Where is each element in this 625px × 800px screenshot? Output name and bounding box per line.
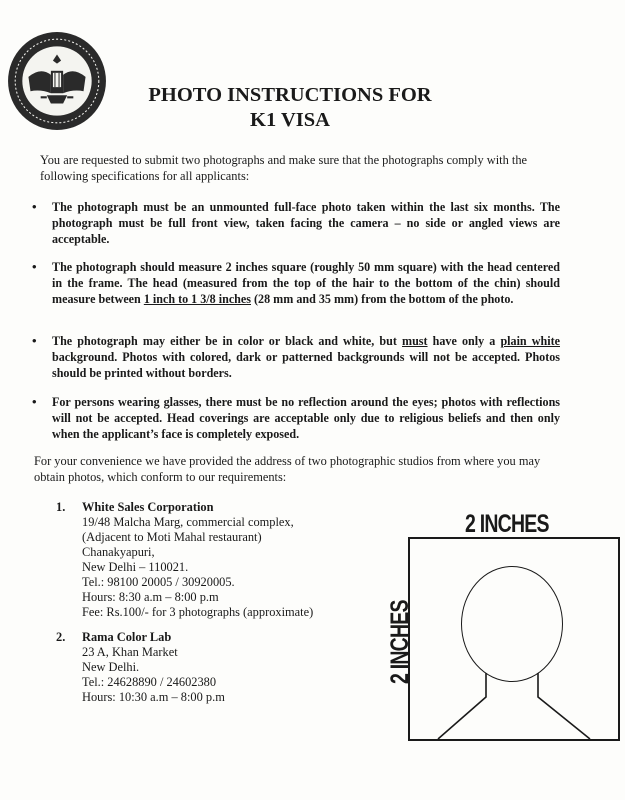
bullet-3-text-c: background. Photos with colored, dark or patterned backgrounds will not be accepted. Photos should be printed without borders.: [52, 350, 560, 380]
studio-1-line: (Adjacent to Moti Mahal restaurant): [82, 530, 262, 544]
studio-2-number: 2.: [56, 630, 66, 644]
page-title: [120, 83, 460, 133]
studio-1-name: White Sales Corporation: [82, 500, 214, 514]
embassy-seal-icon: [6, 30, 108, 132]
width-label: 2 INCHES: [465, 510, 549, 538]
studio-2-name: Rama Color Lab: [82, 630, 172, 644]
bullet-item-4: [52, 394, 560, 442]
studio-1-line: 19/48 Malcha Marg, commercial complex,: [82, 515, 294, 529]
bullet-3-underlined-plain-white: plain white: [500, 334, 560, 348]
studio-1-line: Tel.: 98100 20005 / 30920005.: [82, 575, 235, 589]
studio-2: [56, 630, 225, 705]
studio-1-number: 1.: [56, 500, 66, 514]
title-line-1: PHOTO INSTRUCTIONS FOR: [148, 84, 432, 106]
studio-1-line: Hours: 8:30 a.m – 8:00 p.m: [82, 590, 219, 604]
height-label: 2 INCHES: [386, 600, 414, 684]
studio-2-line: 23 A, Khan Market: [82, 645, 178, 659]
shoulders-outline: [410, 539, 618, 739]
bullet-item-3: [52, 333, 560, 381]
studio-1: [56, 500, 313, 620]
bullet-3-underlined-must: must: [402, 334, 428, 348]
studio-1-line: Chanakyapuri,: [82, 545, 155, 559]
convenience-paragraph: For your convenience we have provided the address of two photographic studios from where you may obtain photos, which conform to our requirements:: [34, 454, 541, 484]
bullet-4-text: For persons wearing glasses, there must be no reflection around the eyes; photos with reflections will not be accepted. Head coverings are acceptable only due to religious beliefs and then only when the applicant’s face is completely exposed.: [52, 395, 560, 441]
bullet-3-text-a: The photograph may either be in color or black and white, but: [52, 334, 402, 348]
bullet-item-1: [52, 199, 560, 247]
studio-1-line: New Delhi – 110021.: [82, 560, 189, 574]
bullet-2-text-a: The photograph should measure 2 inches square (roughly 50 mm square) with the head centered in the frame. The head (measured from the top of the hair to the bottom of the chin) should measure between: [52, 260, 560, 306]
studio-1-line: Fee: Rs.100/- for 3 photographs (approximate): [82, 605, 314, 619]
bullet-2-text-b: (28 mm and 35 mm) from the bottom of the photo.: [251, 292, 514, 306]
bullet-3-text-b: have only a: [427, 334, 501, 348]
studio-2-line: Hours: 10:30 a.m – 8:00 p.m: [82, 690, 225, 704]
studio-2-line: Tel.: 24628890 / 24602380: [82, 675, 217, 689]
title-line-2: K1 VISA: [250, 109, 330, 131]
intro-paragraph: You are requested to submit two photographs and make sure that the photographs comply with the following specifications for all applicants:: [40, 153, 528, 183]
photo-frame-diagram: [408, 537, 620, 741]
bullet-1-text: The photograph must be an unmounted full-face photo taken within the last six months. The photograph must be full front view, taken facing the camera – no side or angled views are acceptable.: [52, 200, 560, 246]
bullet-2-underlined: 1 inch to 1 3/8 inches: [143, 292, 251, 306]
studio-2-line: New Delhi.: [82, 660, 140, 674]
bullet-item-2: [52, 259, 560, 307]
